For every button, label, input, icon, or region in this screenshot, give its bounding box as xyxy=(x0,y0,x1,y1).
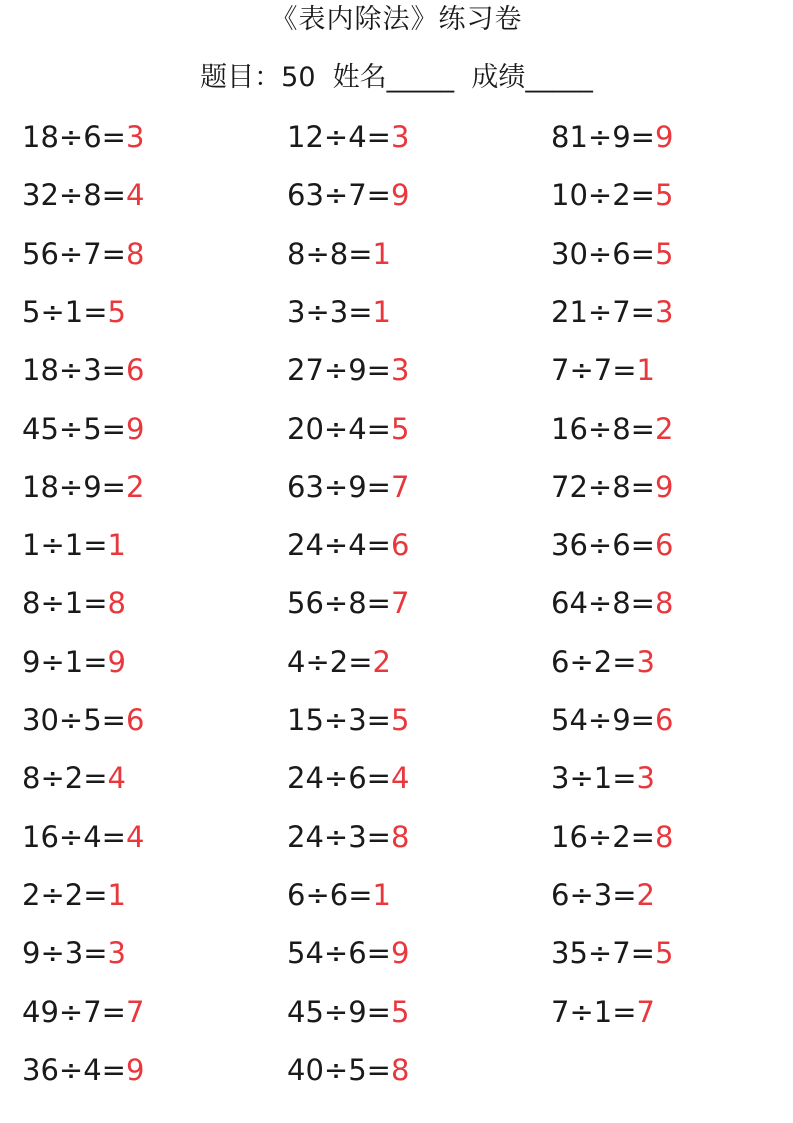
problem-answer: 9 xyxy=(390,936,410,971)
problem-answer: 6 xyxy=(125,703,145,737)
problem-expression: 24÷6= xyxy=(287,761,391,796)
problem-answer: 5 xyxy=(654,178,674,213)
problem-answer: 1 xyxy=(372,236,391,271)
division-problem xyxy=(551,525,673,565)
problem-expression: 6÷2= xyxy=(551,644,637,679)
division-problem xyxy=(22,992,144,1032)
problem-expression: 16÷8= xyxy=(551,411,655,446)
division-problem xyxy=(22,933,126,973)
problem-expression: 2÷2= xyxy=(22,877,108,912)
problem-expression: 18÷9= xyxy=(22,469,126,504)
problem-expression: 45÷5= xyxy=(22,411,126,446)
division-problem xyxy=(551,234,673,274)
division-problem xyxy=(22,175,144,215)
problem-expression: 10÷2= xyxy=(551,178,655,213)
division-problem xyxy=(287,350,409,390)
division-problem xyxy=(551,875,655,915)
problem-answer: 5 xyxy=(107,294,126,329)
problem-answer: 4 xyxy=(125,178,145,213)
division-problem xyxy=(22,700,144,740)
division-problem xyxy=(551,467,673,507)
problem-answer: 3 xyxy=(636,761,655,796)
problem-answer: 4 xyxy=(107,761,126,796)
division-problem xyxy=(22,1050,144,1090)
problem-expression: 16÷2= xyxy=(551,819,655,854)
division-problem xyxy=(551,583,673,623)
problem-expression: 8÷8= xyxy=(287,236,373,271)
division-problem xyxy=(22,117,144,157)
problem-expression: 56÷8= xyxy=(287,586,391,621)
division-problem xyxy=(22,758,126,798)
problem-expression: 24÷4= xyxy=(287,528,391,563)
division-problem xyxy=(287,583,409,623)
division-problem xyxy=(22,817,144,857)
problem-answer: 2 xyxy=(372,644,391,679)
problem-answer: 8 xyxy=(654,819,674,854)
problem-expression: 15÷3= xyxy=(287,703,391,737)
division-problem xyxy=(287,117,409,157)
problem-answer: 2 xyxy=(125,469,145,504)
problem-expression: 12÷4= xyxy=(287,120,391,154)
problem-expression: 36÷6= xyxy=(551,528,655,563)
problem-expression: 18÷3= xyxy=(22,353,126,388)
problem-answer: 8 xyxy=(390,819,410,854)
problem-expression: 6÷3= xyxy=(551,877,637,912)
division-problem xyxy=(551,117,673,157)
problem-answer: 9 xyxy=(654,469,674,504)
problem-expression: 7÷1= xyxy=(551,994,637,1029)
problem-answer: 2 xyxy=(654,411,674,446)
problem-answer: 1 xyxy=(372,294,391,329)
division-problem xyxy=(551,292,673,332)
problem-expression: 54÷9= xyxy=(551,703,655,737)
problem-expression: 21÷7= xyxy=(551,294,655,329)
problem-answer: 5 xyxy=(390,703,410,737)
problem-expression: 30÷6= xyxy=(551,236,655,271)
problem-answer: 4 xyxy=(125,819,145,854)
problem-answer: 9 xyxy=(390,178,410,213)
problem-answer: 5 xyxy=(654,236,674,271)
problem-expression: 27÷9= xyxy=(287,353,391,388)
problem-answer: 5 xyxy=(390,411,410,446)
problem-expression: 81÷9= xyxy=(551,120,655,154)
problem-expression: 45÷9= xyxy=(287,994,391,1029)
problem-answer: 5 xyxy=(390,994,410,1029)
problem-expression: 64÷8= xyxy=(551,586,655,621)
problem-answer: 6 xyxy=(654,528,674,563)
problem-answer: 7 xyxy=(125,994,145,1029)
problem-expression: 20÷4= xyxy=(287,411,391,446)
problem-expression: 63÷7= xyxy=(287,178,391,213)
problem-expression: 1÷1= xyxy=(22,528,108,563)
division-problem xyxy=(551,409,673,449)
problem-answer: 9 xyxy=(654,120,674,154)
problem-expression: 36÷4= xyxy=(22,1052,126,1087)
problem-answer: 3 xyxy=(390,353,410,388)
score-label: 成绩 xyxy=(471,62,526,93)
problem-answer: 1 xyxy=(107,528,126,563)
division-problem xyxy=(22,467,144,507)
problem-answer: 1 xyxy=(372,877,391,912)
name-label: 姓名 xyxy=(332,62,387,93)
problem-expression: 24÷3= xyxy=(287,819,391,854)
division-problem xyxy=(287,700,409,740)
problem-answer: 8 xyxy=(654,586,674,621)
division-problem xyxy=(287,933,409,973)
division-problem xyxy=(22,583,126,623)
problem-answer: 6 xyxy=(390,528,410,563)
problem-answer: 9 xyxy=(107,644,126,679)
division-problem xyxy=(551,817,673,857)
problem-answer: 7 xyxy=(636,994,655,1029)
score-blank: _____ xyxy=(525,62,593,93)
name-blank: _____ xyxy=(386,62,455,93)
problem-answer: 1 xyxy=(636,353,655,388)
problem-answer: 2 xyxy=(636,877,655,912)
problem-answer: 8 xyxy=(107,586,126,621)
division-problem xyxy=(287,992,409,1032)
problem-expression: 4÷2= xyxy=(287,644,373,679)
problem-expression: 35÷7= xyxy=(551,936,655,971)
problem-answer: 3 xyxy=(107,936,126,971)
division-problem xyxy=(22,642,126,682)
division-problem xyxy=(551,175,673,215)
problem-answer: 6 xyxy=(125,353,145,388)
problem-expression: 54÷6= xyxy=(287,936,391,971)
problem-expression: 49÷7= xyxy=(22,994,126,1029)
problem-answer: 7 xyxy=(390,469,410,504)
division-problem xyxy=(551,992,655,1032)
division-problem xyxy=(287,234,391,274)
division-problem xyxy=(287,525,409,565)
division-problem xyxy=(287,817,409,857)
division-problem xyxy=(551,350,655,390)
division-problem xyxy=(287,467,409,507)
problem-expression: 56÷7= xyxy=(22,236,126,271)
problem-answer: 8 xyxy=(390,1052,410,1087)
problem-expression: 9÷1= xyxy=(22,644,108,679)
division-problem xyxy=(551,700,673,740)
division-problem xyxy=(551,642,655,682)
problem-count-label: 题目： xyxy=(200,62,282,93)
problem-answer: 8 xyxy=(125,236,145,271)
problem-expression: 7÷7= xyxy=(551,353,637,388)
division-problem xyxy=(287,292,391,332)
division-problem xyxy=(22,409,144,449)
problem-answer: 3 xyxy=(390,120,410,154)
problem-expression: 6÷6= xyxy=(287,877,373,912)
problem-expression: 8÷1= xyxy=(22,586,108,621)
problem-expression: 8÷2= xyxy=(22,761,108,796)
problem-answer: 7 xyxy=(390,586,410,621)
problem-answer: 6 xyxy=(654,703,674,737)
division-problem xyxy=(551,758,655,798)
problem-expression: 9÷3= xyxy=(22,936,108,971)
problem-grid xyxy=(0,117,793,1107)
problem-count: 50 xyxy=(281,62,316,93)
problem-answer: 1 xyxy=(107,877,126,912)
problem-expression: 5÷1= xyxy=(22,294,108,329)
division-problem xyxy=(287,1050,409,1090)
problem-expression: 30÷5= xyxy=(22,703,126,737)
problem-answer: 5 xyxy=(654,936,674,971)
problem-expression: 3÷3= xyxy=(287,294,373,329)
problem-expression: 63÷9= xyxy=(287,469,391,504)
problem-answer: 3 xyxy=(636,644,655,679)
worksheet-title: 《表内除法》练习卷 xyxy=(270,4,523,35)
division-problem xyxy=(287,875,391,915)
division-problem xyxy=(22,292,126,332)
problem-answer: 3 xyxy=(125,120,145,154)
problem-answer: 3 xyxy=(654,294,674,329)
problem-expression: 3÷1= xyxy=(551,761,637,796)
division-problem xyxy=(22,875,126,915)
division-problem xyxy=(287,175,409,215)
worksheet-info-line xyxy=(0,56,793,100)
division-problem xyxy=(287,758,409,798)
division-problem xyxy=(22,350,144,390)
division-problem xyxy=(287,409,409,449)
division-problem xyxy=(22,525,126,565)
problem-expression: 32÷8= xyxy=(22,178,126,213)
problem-expression: 16÷4= xyxy=(22,819,126,854)
problem-answer: 4 xyxy=(390,761,410,796)
problem-answer: 9 xyxy=(125,411,145,446)
problem-expression: 40÷5= xyxy=(287,1052,391,1087)
problem-expression: 72÷8= xyxy=(551,469,655,504)
division-problem xyxy=(287,642,391,682)
problem-answer: 9 xyxy=(125,1052,145,1087)
problem-expression: 18÷6= xyxy=(22,120,126,154)
division-problem xyxy=(22,234,144,274)
division-problem xyxy=(551,933,673,973)
